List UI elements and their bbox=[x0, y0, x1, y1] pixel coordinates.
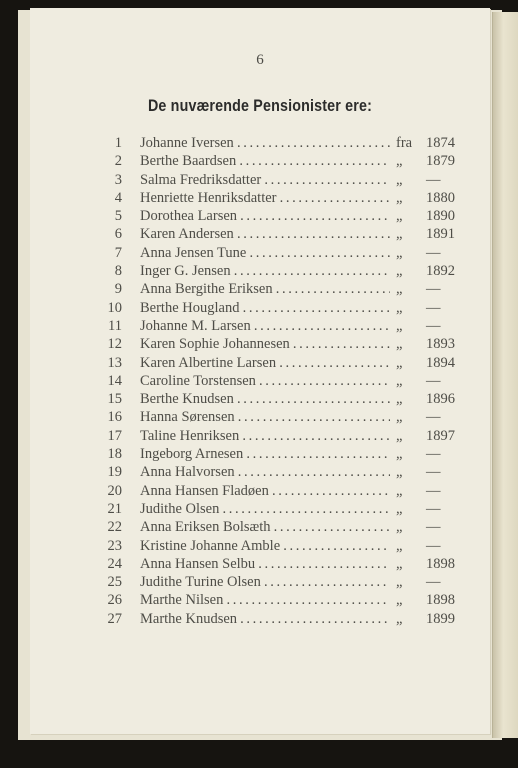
pensioner-name: Anna Hansen Selbu . . . bbox=[140, 555, 390, 573]
since-marker: „ bbox=[396, 610, 403, 627]
list-item bbox=[30, 408, 490, 426]
pensioner-name: Anna Eriksen Bolsæth . . . bbox=[140, 518, 390, 536]
entry-year: 1897 bbox=[426, 427, 455, 444]
since-marker: „ bbox=[396, 555, 403, 572]
pensioner-name: Inger G. Jensen . . . bbox=[140, 262, 390, 280]
entry-number: 22 bbox=[107, 519, 122, 536]
entry-year: — bbox=[426, 574, 441, 591]
list-item bbox=[30, 354, 490, 372]
pensioner-name: Anna Bergithe Eriksen . . . bbox=[140, 280, 390, 298]
pensioner-name: Karen Albertine Larsen . . . bbox=[140, 354, 390, 372]
entry-number: 9 bbox=[114, 281, 122, 298]
entry-year: — bbox=[426, 171, 441, 188]
entry-number: 21 bbox=[107, 500, 122, 517]
pensioner-name: Salma Fredriksdatter . . . bbox=[140, 171, 390, 189]
page-heading: De nuværende Pensionister ere: bbox=[147, 96, 373, 115]
since-marker: „ bbox=[396, 263, 403, 280]
entry-year: — bbox=[426, 281, 441, 298]
entry-number: 14 bbox=[107, 372, 122, 389]
list-item bbox=[30, 152, 490, 170]
pensioner-name: Anna Jensen Tune . . . bbox=[140, 244, 390, 262]
pensioner-name: Ingeborg Arnesen . . . bbox=[140, 445, 390, 463]
list-item bbox=[30, 372, 490, 390]
document-page bbox=[30, 8, 490, 734]
since-marker: „ bbox=[396, 281, 403, 298]
entry-year: — bbox=[426, 372, 441, 389]
list-item bbox=[30, 299, 490, 317]
entry-number: 23 bbox=[107, 537, 122, 554]
entry-year: — bbox=[426, 244, 441, 261]
since-marker: „ bbox=[396, 427, 403, 444]
entry-number: 2 bbox=[114, 153, 122, 170]
list-item bbox=[30, 225, 490, 243]
list-item bbox=[30, 555, 490, 573]
entry-year: 1892 bbox=[426, 263, 455, 280]
since-marker: „ bbox=[396, 519, 403, 536]
entry-year: 1898 bbox=[426, 592, 455, 609]
entry-number: 4 bbox=[114, 189, 122, 206]
entry-number: 26 bbox=[107, 592, 122, 609]
since-marker: „ bbox=[396, 537, 403, 554]
list-item bbox=[30, 317, 490, 335]
entry-number: 13 bbox=[107, 354, 122, 371]
pensioner-list bbox=[30, 134, 490, 628]
entry-number: 24 bbox=[107, 555, 122, 572]
entry-year: — bbox=[426, 464, 441, 481]
list-item bbox=[30, 591, 490, 609]
entry-number: 11 bbox=[108, 317, 122, 334]
entry-number: 5 bbox=[114, 208, 122, 225]
pensioner-name: Johanne Iversen . . . bbox=[140, 134, 390, 152]
list-item bbox=[30, 390, 490, 408]
pensioner-name: Marthe Nilsen . . . bbox=[140, 591, 390, 609]
entry-year: — bbox=[426, 446, 441, 463]
entry-year: — bbox=[426, 409, 441, 426]
entry-year: — bbox=[426, 299, 441, 316]
entry-year: — bbox=[426, 482, 441, 499]
entry-number: 25 bbox=[107, 574, 122, 591]
pensioner-name: Hanna Sørensen . . . bbox=[140, 408, 390, 426]
pensioner-name: Johanne M. Larsen . . . bbox=[140, 317, 390, 335]
list-item bbox=[30, 134, 490, 152]
pensioner-name: Dorothea Larsen . . . bbox=[140, 207, 390, 225]
pensioner-name: Kristine Johanne Amble . . . bbox=[140, 537, 390, 555]
list-item bbox=[30, 427, 490, 445]
pensioner-name: Anna Halvorsen . . . bbox=[140, 463, 390, 481]
list-item bbox=[30, 262, 490, 280]
since-marker: „ bbox=[396, 464, 403, 481]
list-item bbox=[30, 537, 490, 555]
entry-number: 8 bbox=[114, 263, 122, 280]
since-marker: „ bbox=[396, 500, 403, 517]
since-marker: „ bbox=[396, 574, 403, 591]
since-marker: „ bbox=[396, 153, 403, 170]
list-item bbox=[30, 280, 490, 298]
entry-year: — bbox=[426, 537, 441, 554]
entry-number: 1 bbox=[114, 135, 122, 151]
list-item bbox=[30, 171, 490, 189]
since-marker: „ bbox=[396, 409, 403, 426]
pensioner-name: Judithe Turine Olsen . . . bbox=[140, 573, 390, 591]
since-marker: „ bbox=[396, 354, 403, 371]
list-item bbox=[30, 445, 490, 463]
since-marker: „ bbox=[396, 189, 403, 206]
entry-number: 3 bbox=[114, 171, 122, 188]
entry-number: 7 bbox=[114, 244, 122, 261]
facing-page-edge bbox=[492, 12, 518, 738]
list-item bbox=[30, 244, 490, 262]
since-marker: „ bbox=[396, 592, 403, 609]
list-item bbox=[30, 500, 490, 518]
pensioner-name: Henriette Henriksdatter . . . bbox=[140, 189, 390, 207]
pensioner-name: Caroline Torstensen . . . bbox=[140, 372, 390, 390]
entry-year: 1874 bbox=[426, 135, 455, 151]
list-item bbox=[30, 610, 490, 628]
entry-year: 1898 bbox=[426, 555, 455, 572]
entry-year: 1894 bbox=[426, 354, 455, 371]
entry-number: 15 bbox=[107, 391, 122, 408]
pensioner-name: Berthe Knudsen . . . bbox=[140, 390, 390, 408]
pensioner-name: Berthe Hougland . . . bbox=[140, 299, 390, 317]
since-marker: „ bbox=[396, 336, 403, 353]
entry-number: 18 bbox=[107, 446, 122, 463]
entry-number: 20 bbox=[107, 482, 122, 499]
entry-number: 27 bbox=[107, 610, 122, 627]
since-marker: „ bbox=[396, 171, 403, 188]
list-item bbox=[30, 463, 490, 481]
since-marker: fra bbox=[396, 135, 413, 151]
entry-year: 1879 bbox=[426, 153, 455, 170]
list-item bbox=[30, 189, 490, 207]
entry-year: — bbox=[426, 317, 441, 334]
since-marker: „ bbox=[396, 482, 403, 499]
page-number: 6 bbox=[256, 52, 264, 68]
entry-year: 1893 bbox=[426, 336, 455, 353]
entry-year: 1899 bbox=[426, 610, 455, 627]
since-marker: „ bbox=[396, 446, 403, 463]
entry-year: 1896 bbox=[426, 391, 455, 408]
entry-year: 1890 bbox=[426, 208, 455, 225]
entry-number: 16 bbox=[107, 409, 122, 426]
pensioner-name: Karen Andersen . . . bbox=[140, 225, 390, 243]
since-marker: „ bbox=[396, 208, 403, 225]
since-marker: „ bbox=[396, 244, 403, 261]
pensioner-name: Taline Henriksen . . . bbox=[140, 427, 390, 445]
entry-number: 12 bbox=[107, 336, 122, 353]
since-marker: „ bbox=[396, 317, 403, 334]
entry-year: — bbox=[426, 500, 441, 517]
pensioner-name: Berthe Baardsen . . . bbox=[140, 152, 390, 170]
entry-year: 1880 bbox=[426, 189, 455, 206]
pensioner-name: Marthe Knudsen . . . bbox=[140, 610, 390, 628]
pensioner-name: Karen Sophie Johannesen . . . bbox=[140, 335, 390, 353]
list-item bbox=[30, 573, 490, 591]
since-marker: „ bbox=[396, 391, 403, 408]
list-item bbox=[30, 207, 490, 225]
list-item bbox=[30, 482, 490, 500]
entry-number: 17 bbox=[107, 427, 122, 444]
since-marker: „ bbox=[396, 372, 403, 389]
entry-year: 1891 bbox=[426, 226, 455, 243]
since-marker: „ bbox=[396, 226, 403, 243]
pensioner-name: Anna Hansen Fladøen . . . bbox=[140, 482, 390, 500]
since-marker: „ bbox=[396, 299, 403, 316]
entry-number: 19 bbox=[107, 464, 122, 481]
list-item bbox=[30, 335, 490, 353]
list-item bbox=[30, 518, 490, 536]
entry-number: 10 bbox=[107, 299, 122, 316]
entry-year: — bbox=[426, 519, 441, 536]
entry-number: 6 bbox=[114, 226, 122, 243]
pensioner-name: Judithe Olsen . . . bbox=[140, 500, 390, 518]
